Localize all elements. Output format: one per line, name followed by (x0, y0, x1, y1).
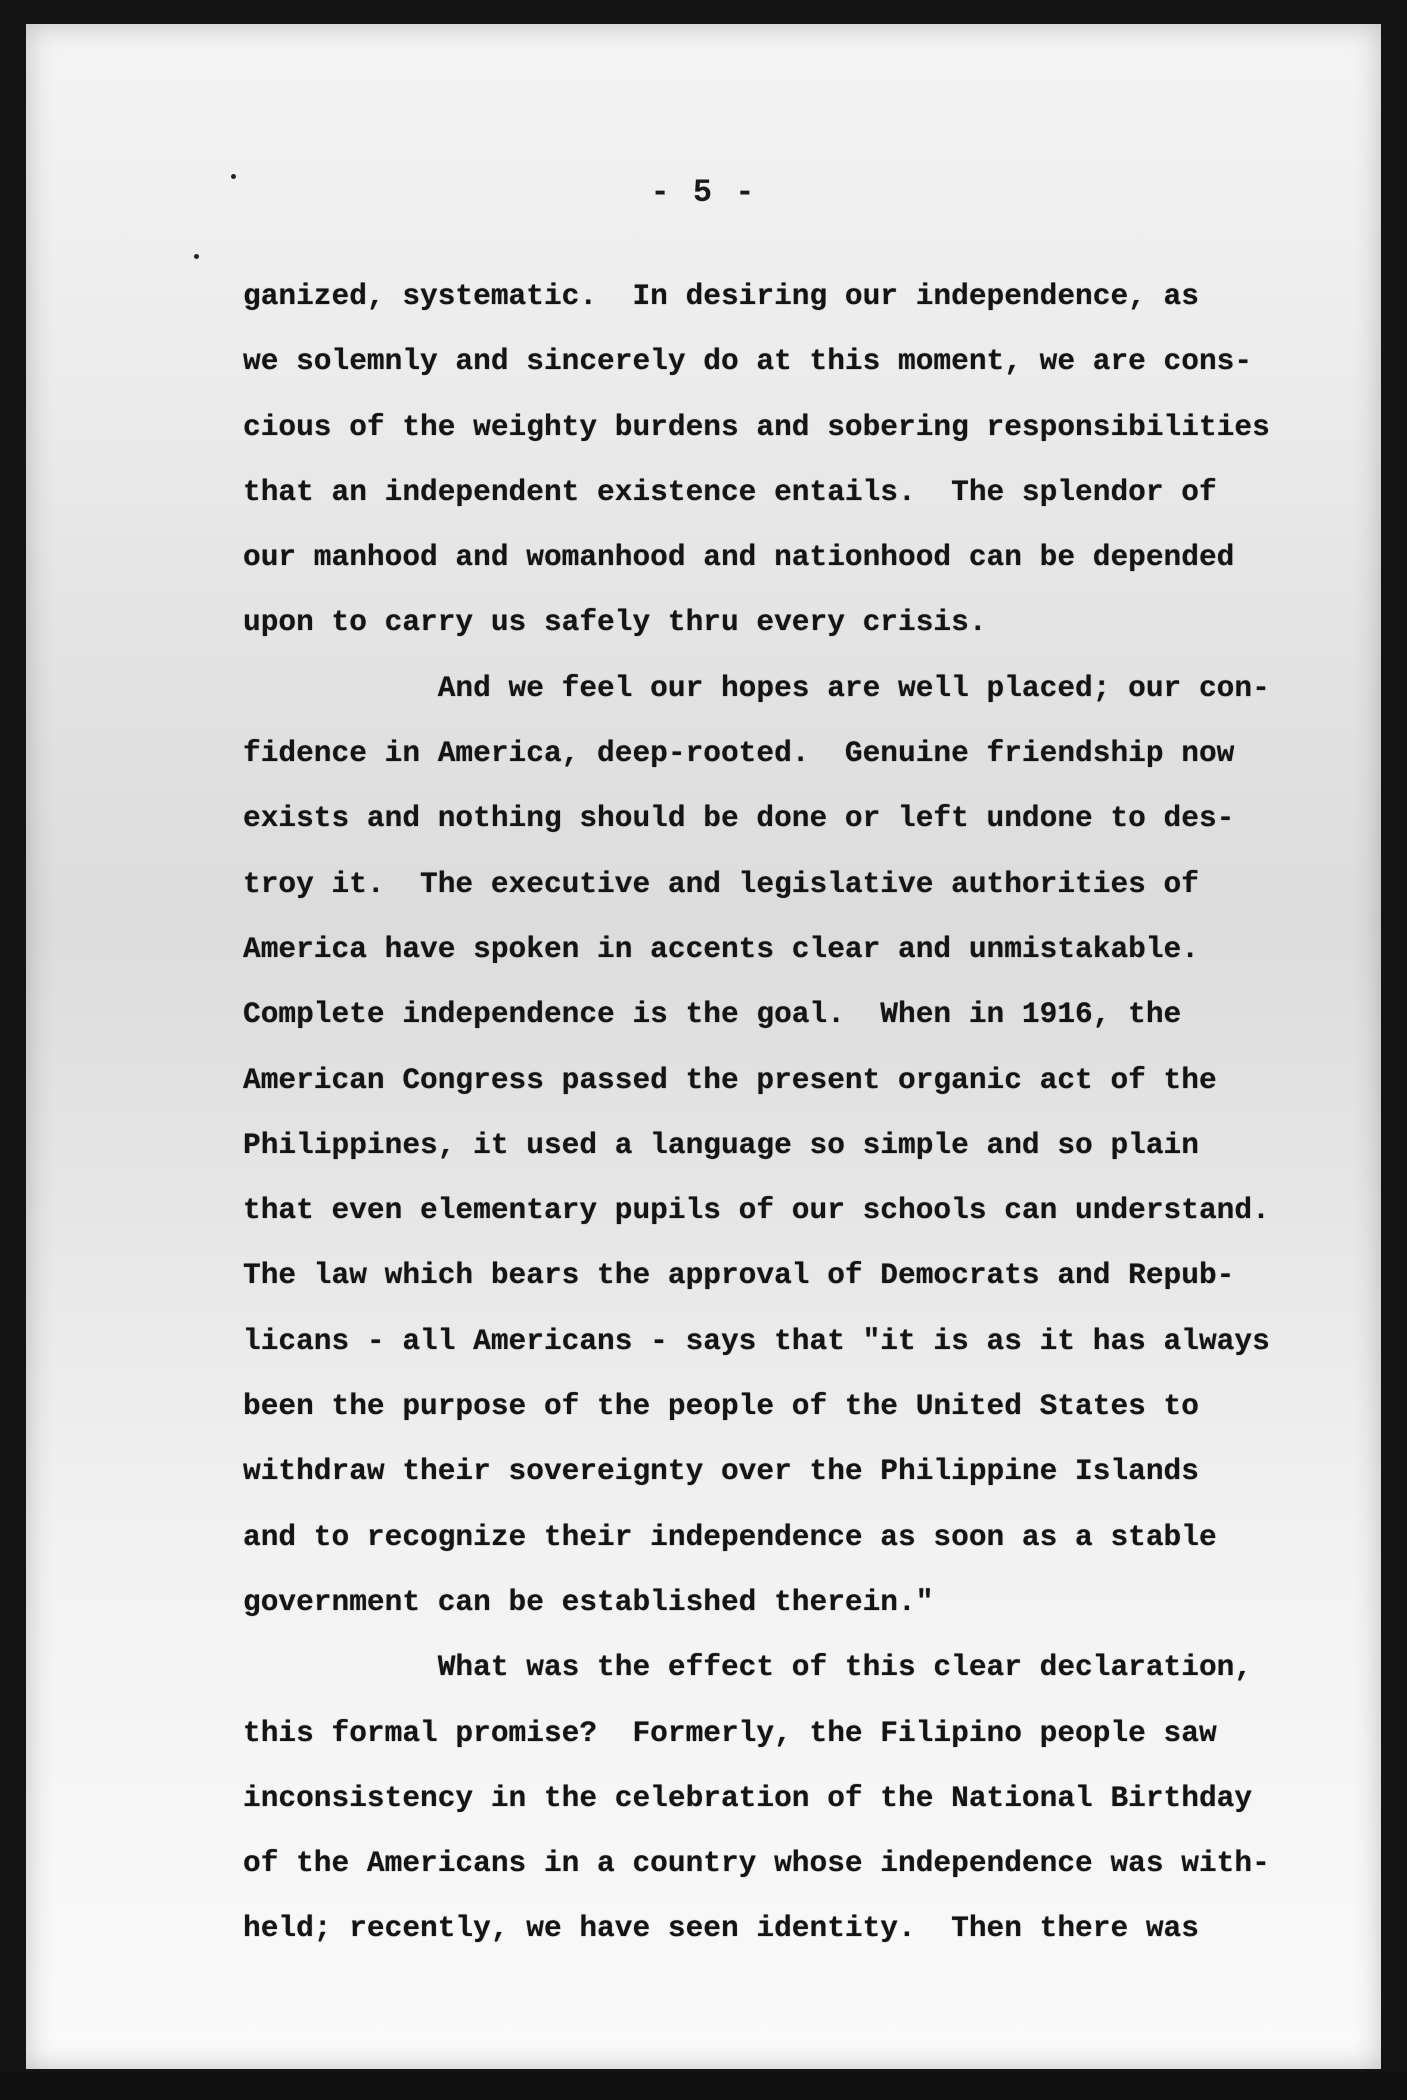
text-line: What was the effect of this clear declaration, (243, 1650, 1253, 1685)
scan-border-bottom (0, 2072, 1407, 2100)
text-line: our manhood and womanhood and nationhood can be depended (243, 540, 1235, 575)
text-line: been the purpose of the people of the United States to (243, 1389, 1199, 1424)
page-number: - 5 - (650, 174, 757, 211)
text-line: that even elementary pupils of our schools can understand. (243, 1193, 1270, 1228)
text-line: of the Americans in a country whose independence was with- (243, 1846, 1270, 1881)
text-line: held; recently, we have seen identity. Then there was (243, 1911, 1199, 1946)
text-line: this formal promise? Formerly, the Filipino people saw (243, 1715, 1217, 1750)
text-line: American Congress passed the present organic act of the (243, 1062, 1217, 1097)
text-line: licans - all Americans - says that "it is as it has always (243, 1323, 1270, 1358)
text-line: we solemnly and sincerely do at this moment, we are cons- (243, 344, 1253, 379)
ink-speck (194, 254, 199, 259)
text-line: ganized, systematic. In desiring our independence, as (243, 279, 1199, 313)
text-line: inconsistency in the celebration of the National Birthday (243, 1780, 1253, 1815)
text-line: Philippines, it used a language so simple and so plain (243, 1127, 1199, 1162)
document-page (26, 24, 1381, 2069)
text-line: upon to carry us safely thru every crisis. (243, 605, 987, 640)
text-line: cious of the weighty burdens and sobering responsibilities (243, 409, 1270, 444)
text-line: troy it. The executive and legislative authorities of (243, 866, 1199, 901)
text-line: Complete independence is the goal. When in 1916, the (243, 997, 1182, 1032)
text-line: America have spoken in accents clear and unmistakable. (243, 931, 1199, 966)
body-text (243, 264, 1270, 1962)
text-line: The law which bears the approval of Democrats and Repub- (243, 1258, 1235, 1293)
text-line: government can be established therein." (243, 1584, 934, 1619)
text-line: And we feel our hopes are well placed; our con- (243, 670, 1270, 705)
text-line: that an independent existence entails. The splendor of (243, 474, 1217, 509)
text-line: and to recognize their independence as soon as a stable (243, 1519, 1217, 1554)
text-line: withdraw their sovereignty over the Philippine Islands (243, 1454, 1199, 1489)
text-line: fidence in America, deep-rooted. Genuine friendship now (243, 736, 1235, 771)
text-line: exists and nothing should be done or left undone to des- (243, 801, 1235, 836)
